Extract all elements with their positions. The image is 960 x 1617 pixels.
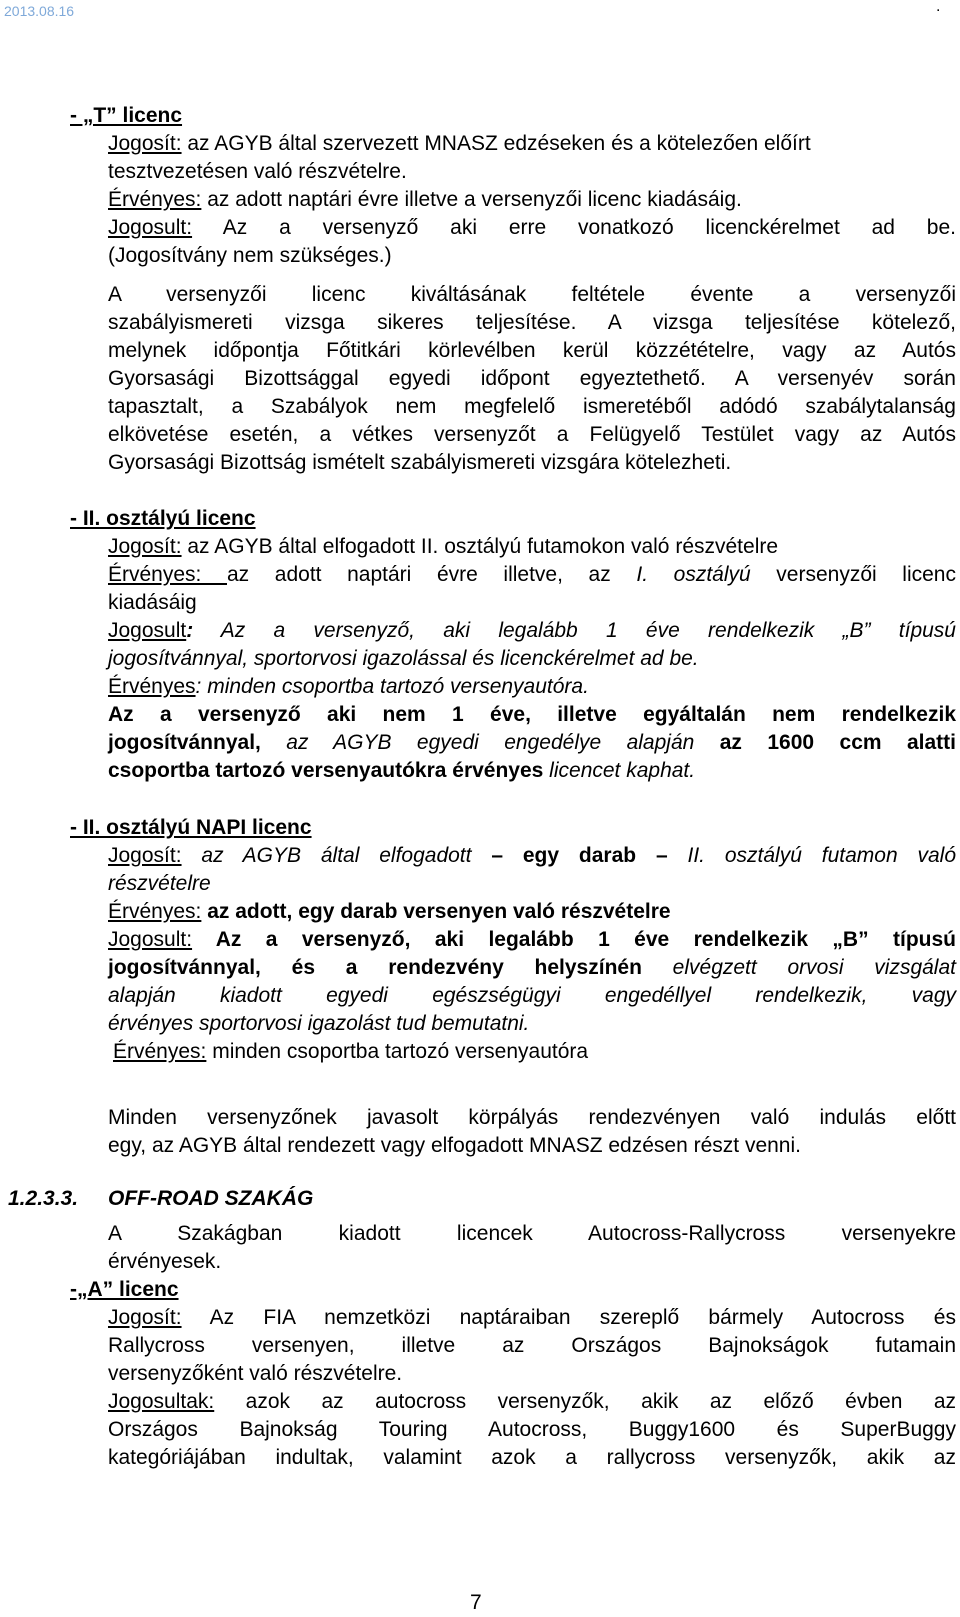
t-jogosult-line [108, 214, 956, 242]
ii-line-7: Az a versenyző aki nem 1 éve, illetve egyáltalán nem rendelkezik [108, 703, 956, 726]
text-bold: – egy darab – [491, 844, 668, 867]
label-jogosult: Jogosult: [108, 216, 193, 239]
ii-line-8 [108, 729, 956, 757]
text-bold: Az a versenyző, aki legalább 1 éve rendelkezik „B” típusú [192, 928, 956, 951]
a-jogosultak-line [108, 1388, 956, 1416]
napi-line-2: részvételre [108, 872, 211, 895]
ii-jogosit-line [108, 533, 956, 561]
heading-ii-napi-licenc: - II. osztályú NAPI licenc [70, 816, 312, 839]
t-para-2: szabályismereti vizsga sikeres teljesítése. A vizsga teljesítése kötelező, [108, 311, 956, 334]
t-para-4: Gyorsasági Bizottsággal egyedi időpont egyeztethető. A versenyév során [108, 367, 956, 390]
text: Az FIA nemzetközi naptáraiban szereplő bármely Autocross és [181, 1306, 956, 1329]
text-italic: Az a versenyző, aki legalább 1 éve rendelkezik „B” típusú [193, 619, 956, 642]
napi-jogosit-line [108, 842, 956, 870]
ii-ervenyes-line [108, 561, 956, 589]
label-ervenyes: Érvényes: [108, 900, 202, 923]
t-para-6: elkövetése esetén, a vétkes versenyzőt a Felügyelő Testület vagy az Autós [108, 423, 956, 446]
t-para-3: melynek időpontja Főtitkári körlevélben kerül közzétételre, vagy az Autós [108, 339, 956, 362]
t-para-1: A versenyzői licenc kiváltásának feltétele évente a versenyzői [108, 283, 956, 306]
t-line-5: (Jogosítvány nem szükséges.) [108, 244, 392, 267]
text-bold: az 1600 ccm alatti [719, 731, 956, 754]
offroad-para-1: A Szakágban kiadott licencek Autocross-Rallycross versenyekre [108, 1222, 956, 1245]
napi-ervenyes-line-2 [113, 1038, 960, 1066]
label-jogosit: Jogosít: [108, 132, 182, 155]
text-italic: I. osztályú [636, 563, 751, 586]
label-jogosult: Jogosult [108, 619, 187, 642]
text: minden csoportba tartozó versenyautóra [206, 1040, 589, 1063]
heading-ii-licenc: - II. osztályú licenc [70, 507, 256, 530]
a-line-6: kategóriájában indultak, valamint azok a rallycross versenyzők, akik az [108, 1446, 956, 1469]
text-bold: csoportba tartozó versenyautókra érvényes [108, 759, 544, 782]
label-ervenyes: Érvényes: [113, 1040, 207, 1063]
napi-line-7: érvényes sportorvosi igazolást tud bemutatni. [108, 1012, 530, 1035]
closing-para-1: Minden versenyzőnek javasolt körpályás rendezvényen való indulás előtt [108, 1106, 956, 1129]
section-title: OFF-ROAD SZAKÁG [108, 1187, 314, 1210]
text-bold: az adott, egy darab versenyen való részvételre [201, 900, 671, 923]
colon: : [186, 619, 194, 642]
offroad-para-2: érvényesek. [108, 1250, 222, 1273]
t-para-7: Gyorsasági Bizottság ismételt szabályismereti vizsgára kötelezheti. [108, 451, 732, 474]
label-ervenyes: Érvényes [108, 675, 196, 698]
t-jogosit-line [108, 130, 956, 158]
napi-line-6: alapján kiadott egyedi egészségügyi engedéllyel rendelkezik, vagy [108, 984, 956, 1007]
label-jogosultak: Jogosultak: [108, 1390, 215, 1413]
section-number: 1.2.3.3. [8, 1187, 79, 1210]
ii-line-5: jogosítvánnyal, sportorvosi igazolással és licenckérelmet ad be. [108, 647, 699, 670]
napi-jogosult-line [108, 926, 956, 954]
ii-ervenyes-line-2 [108, 673, 956, 701]
text-italic: az AGYB által elfogadott [181, 844, 492, 867]
text-italic: II. osztályú futamon való [667, 844, 956, 867]
text: versenyzői licenc [750, 563, 956, 586]
text-bold: jogosítvánnyal, [108, 731, 261, 754]
text-bold: jogosítvánnyal, és a rendezvény helyszínén [108, 956, 642, 979]
ii-line-3: kiadásáig [108, 591, 197, 614]
t-ervenyes-line [108, 186, 956, 214]
napi-ervenyes-line [108, 898, 956, 926]
text-italic: elvégzett orvosi vizsgálat [641, 956, 956, 979]
label-jogosit: Jogosít: [108, 844, 182, 867]
label-jogosult: Jogosult: [108, 928, 193, 951]
label-ervenyes: Érvényes: [108, 188, 202, 211]
page-number: 7 [470, 1591, 482, 1614]
label-jogosit: Jogosít: [108, 1306, 182, 1329]
ii-line-9 [108, 757, 956, 785]
text-italic: licencet kaphat. [543, 759, 696, 782]
text: az AGYB által elfogadott II. osztályú futamokon való részvételre [181, 535, 779, 558]
corner-dot: . [936, 0, 941, 15]
text: az AGYB által szervezett MNASZ edzéseken és a kötelezően előírt [181, 132, 811, 155]
a-line-5: Országos Bajnokság Touring Autocross, Buggy1600 és SuperBuggy [108, 1418, 956, 1441]
text: az adott naptári évre illetve a versenyzői licenc kiadásáig. [201, 188, 742, 211]
closing-para-2: egy, az AGYB által rendezett vagy elfogadott MNASZ edzésen részt venni. [108, 1134, 801, 1157]
a-line-2: Rallycross versenyen, illetve az Országos Bajnokságok futamain [108, 1334, 956, 1357]
text: az adott naptári évre illetve, az [227, 563, 637, 586]
date-stamp: 2013.08.16 [4, 3, 75, 19]
text: azok az autocross versenyzők, akik az előző évben az [214, 1390, 956, 1413]
heading-a-licenc: -„A” licenc [70, 1278, 179, 1301]
ii-jogosult-line [108, 617, 956, 645]
label-jogosit: Jogosít: [108, 535, 182, 558]
t-line-2: tesztvezetésen való részvételre. [108, 160, 407, 183]
text-italic: az AGYB egyedi engedélye alapján [260, 731, 720, 754]
text-italic: : minden csoportba tartozó versenyautóra. [195, 675, 589, 698]
a-line-3: versenyzőként való részvételre. [108, 1362, 403, 1385]
napi-line-5 [108, 954, 956, 982]
heading-t-licenc: - „T” licenc [70, 104, 183, 127]
a-jogosit-line [108, 1304, 956, 1332]
label-ervenyes: Érvényes: [108, 563, 227, 586]
text: Az a versenyző aki erre vonatkozó licenckérelmet ad be. [192, 216, 956, 239]
t-para-5: tapasztalt, a Szabályok nem megfelelő ismeretéből adódó szabálytalanság [108, 395, 956, 418]
